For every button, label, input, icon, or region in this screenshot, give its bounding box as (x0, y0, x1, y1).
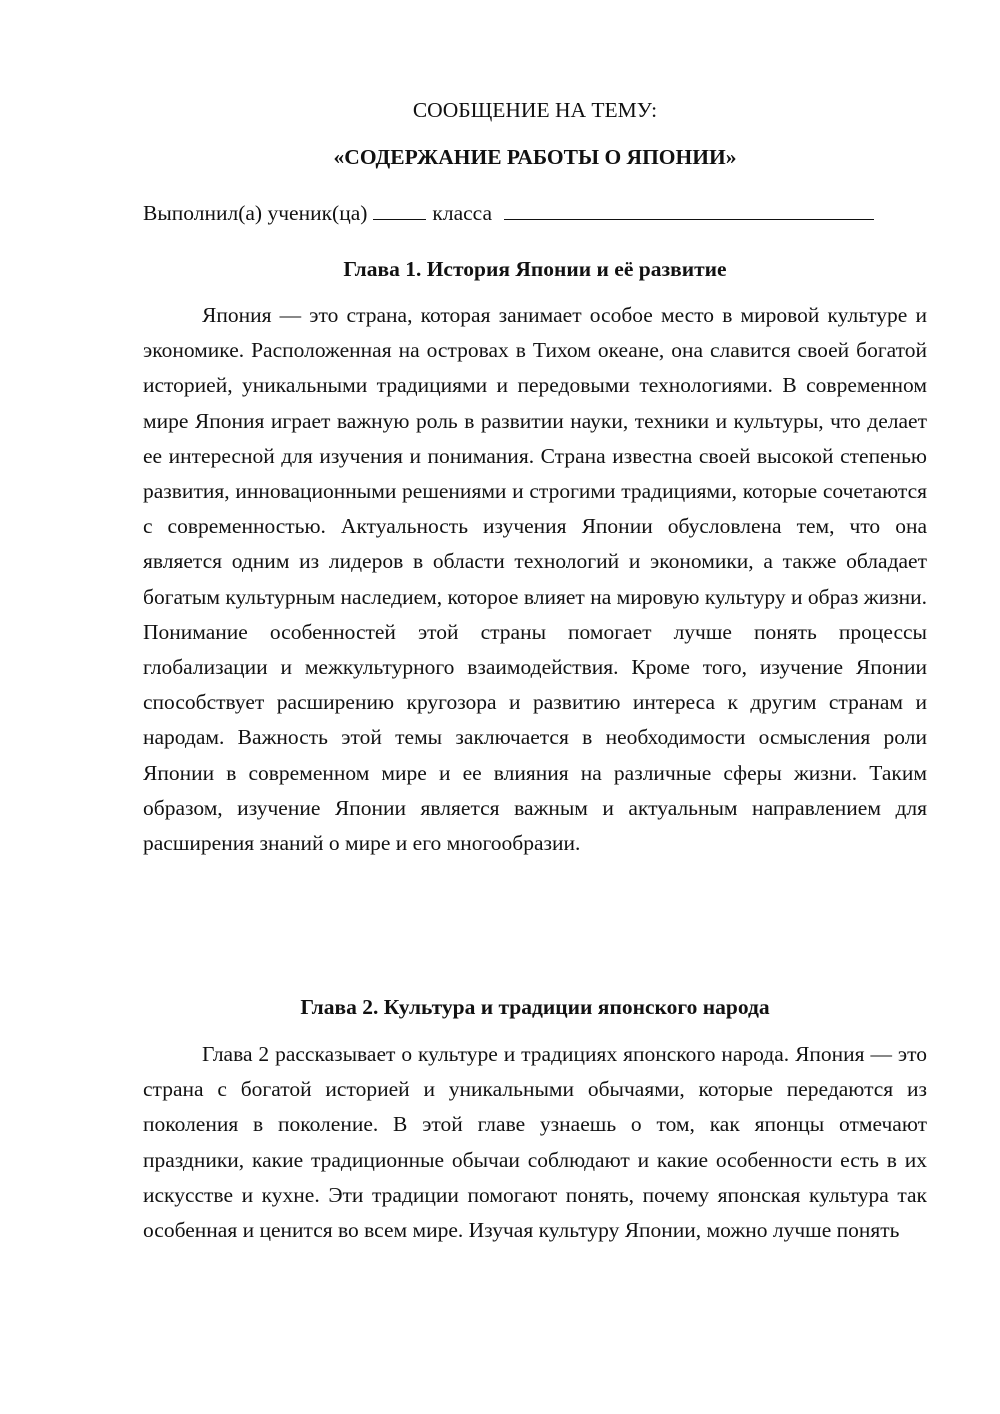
chapter1-heading: Глава 1. История Японии и её развитие (343, 257, 727, 281)
class-number-blank (373, 199, 426, 220)
chapter2-paragraph: Глава 2 рассказывает о культуре и традициях японского народа. Япония — это страна с богатой историей и уникальными обычаями, которые передаются из поколения в поколение. В этой главе узнаешь о том, как японцы отмечают праздники, какие традиционные обычаи соблюдают и какие особенности есть в их искусстве и кухне. Эти традиции помогают понять, почему японская культура так особенная и ценится во всем мире. Изучая культуру Японии, можно лучше понять (143, 1042, 927, 1243)
author-prefix: Выполнил(а) ученик(ца) (143, 201, 368, 225)
student-name-blank (504, 199, 874, 220)
author-line (143, 199, 927, 227)
chapter1-paragraph: Япония — это страна, которая занимает особое место в мировой культуре и экономике. Расположенная на островах в Тихом океане, она славится своей богатой историей, уникальными традициями и передовыми технологиями. В современном мире Япония играет важную роль в развитии науки, техники и культуры, что делает ее интересной для изучения и понимания. Страна известна своей высокой степенью развития, инновационными решениями и строгими традициями, которые сочетаются с современностью. Актуальность изучения Японии обусловлена тем, что она является одним из лидеров в области технологий и экономики, а также обладает богатым культурным наследием, которое влияет на мировую культуру и образ жизни. Понимание особенностей этой страны помогает лучше понять процессы глобализации и межкультурного взаимодействия. Кроме того, изучение Японии способствует расширению кругозора и развитию интереса к другим странам и народам. Важность этой темы заключается в необходимости осмысления роли Японии в современном мире и ее влияния на различные сферы жизни. Таким образом, изучение Японии является важным и актуальным направлением для расширения знаний о мире и его многообразии. (143, 303, 927, 856)
document-title-line1: СООБЩЕНИЕ НА ТЕМУ: (412, 98, 658, 122)
class-word: класса (432, 201, 493, 225)
chapter2-heading: Глава 2. Культура и традиции японского народа (300, 995, 770, 1019)
document-title-line2: «СОДЕРЖАНИЕ РАБОТЫ О ЯПОНИИ» (333, 145, 737, 169)
